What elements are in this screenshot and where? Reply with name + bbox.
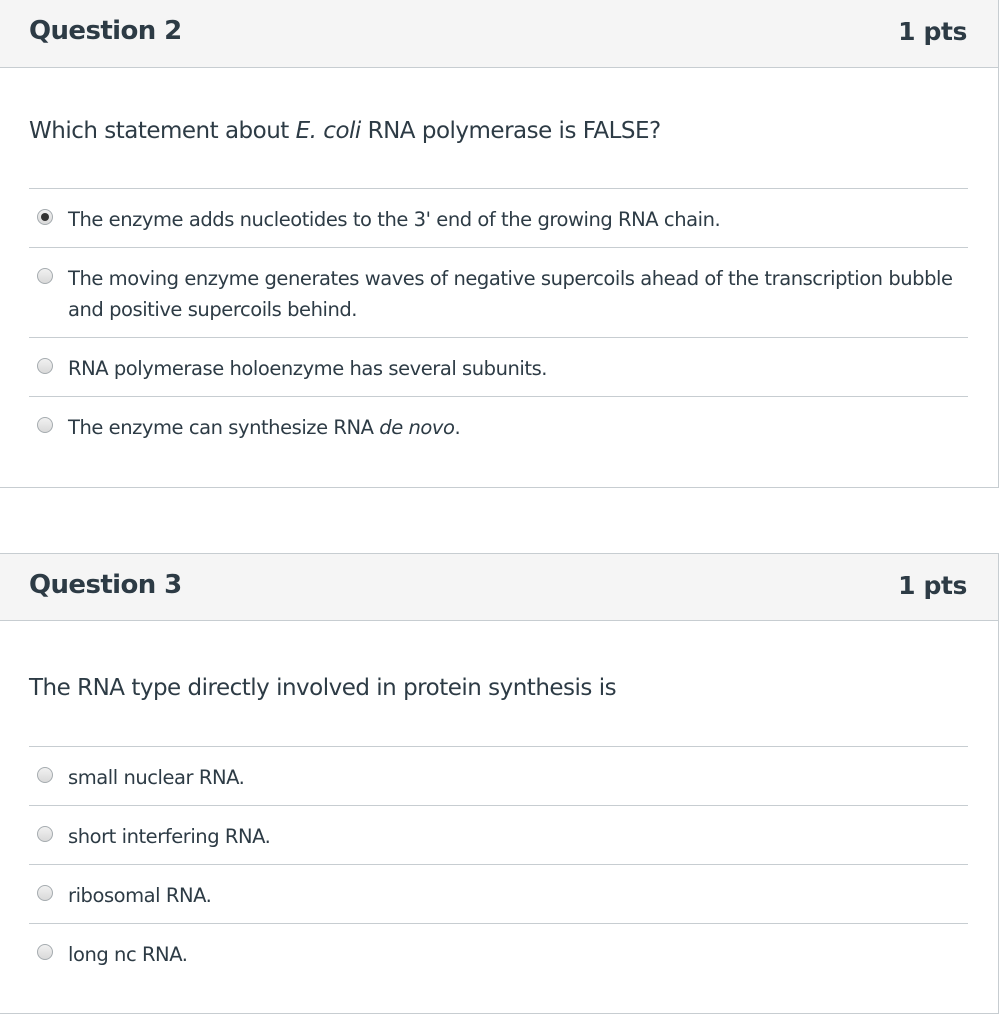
answer-label[interactable]: The enzyme can synthesize RNA de novo. xyxy=(68,416,461,439)
radio-button[interactable] xyxy=(37,767,53,783)
question-header xyxy=(0,554,998,621)
answer-label[interactable]: The moving enzyme generates waves of negative supercoils ahead of the transcription bubble and positive supercoils behind. xyxy=(68,267,953,321)
question-2-card xyxy=(0,0,999,488)
answer-option[interactable] xyxy=(29,337,968,396)
question-text: The RNA type directly involved in protein synthesis is xyxy=(29,675,617,701)
radio-button[interactable] xyxy=(37,417,53,433)
question-points: 1 pts xyxy=(898,571,967,600)
answer-label[interactable]: The enzyme adds nucleotides to the 3' end of the growing RNA chain. xyxy=(68,208,721,231)
radio-button[interactable] xyxy=(37,885,53,901)
question-text: Which statement about E. coli RNA polymerase is FALSE? xyxy=(29,118,661,144)
answer-list xyxy=(29,188,968,455)
answer-option[interactable] xyxy=(29,746,968,805)
question-title: Question 2 xyxy=(29,16,182,46)
answer-option[interactable] xyxy=(29,247,968,337)
answer-label[interactable]: RNA polymerase holoenzyme has several subunits. xyxy=(68,357,548,380)
answer-option[interactable] xyxy=(29,188,968,247)
radio-button-selected[interactable] xyxy=(37,209,53,225)
radio-button[interactable] xyxy=(37,826,53,842)
question-title: Question 3 xyxy=(29,570,182,600)
radio-button[interactable] xyxy=(37,358,53,374)
answer-label[interactable]: long nc RNA. xyxy=(68,943,188,966)
answer-option[interactable] xyxy=(29,805,968,864)
question-points: 1 pts xyxy=(898,17,967,46)
radio-button[interactable] xyxy=(37,268,53,284)
radio-button[interactable] xyxy=(37,944,53,960)
answer-option[interactable] xyxy=(29,864,968,923)
answer-option[interactable] xyxy=(29,923,968,982)
question-header xyxy=(0,0,998,68)
answer-label[interactable]: ribosomal RNA. xyxy=(68,884,212,907)
answer-label[interactable]: short interfering RNA. xyxy=(68,825,271,848)
answer-list xyxy=(29,746,968,982)
answer-label[interactable]: small nuclear RNA. xyxy=(68,766,245,789)
question-3-card xyxy=(0,553,999,1014)
answer-option[interactable] xyxy=(29,396,968,455)
